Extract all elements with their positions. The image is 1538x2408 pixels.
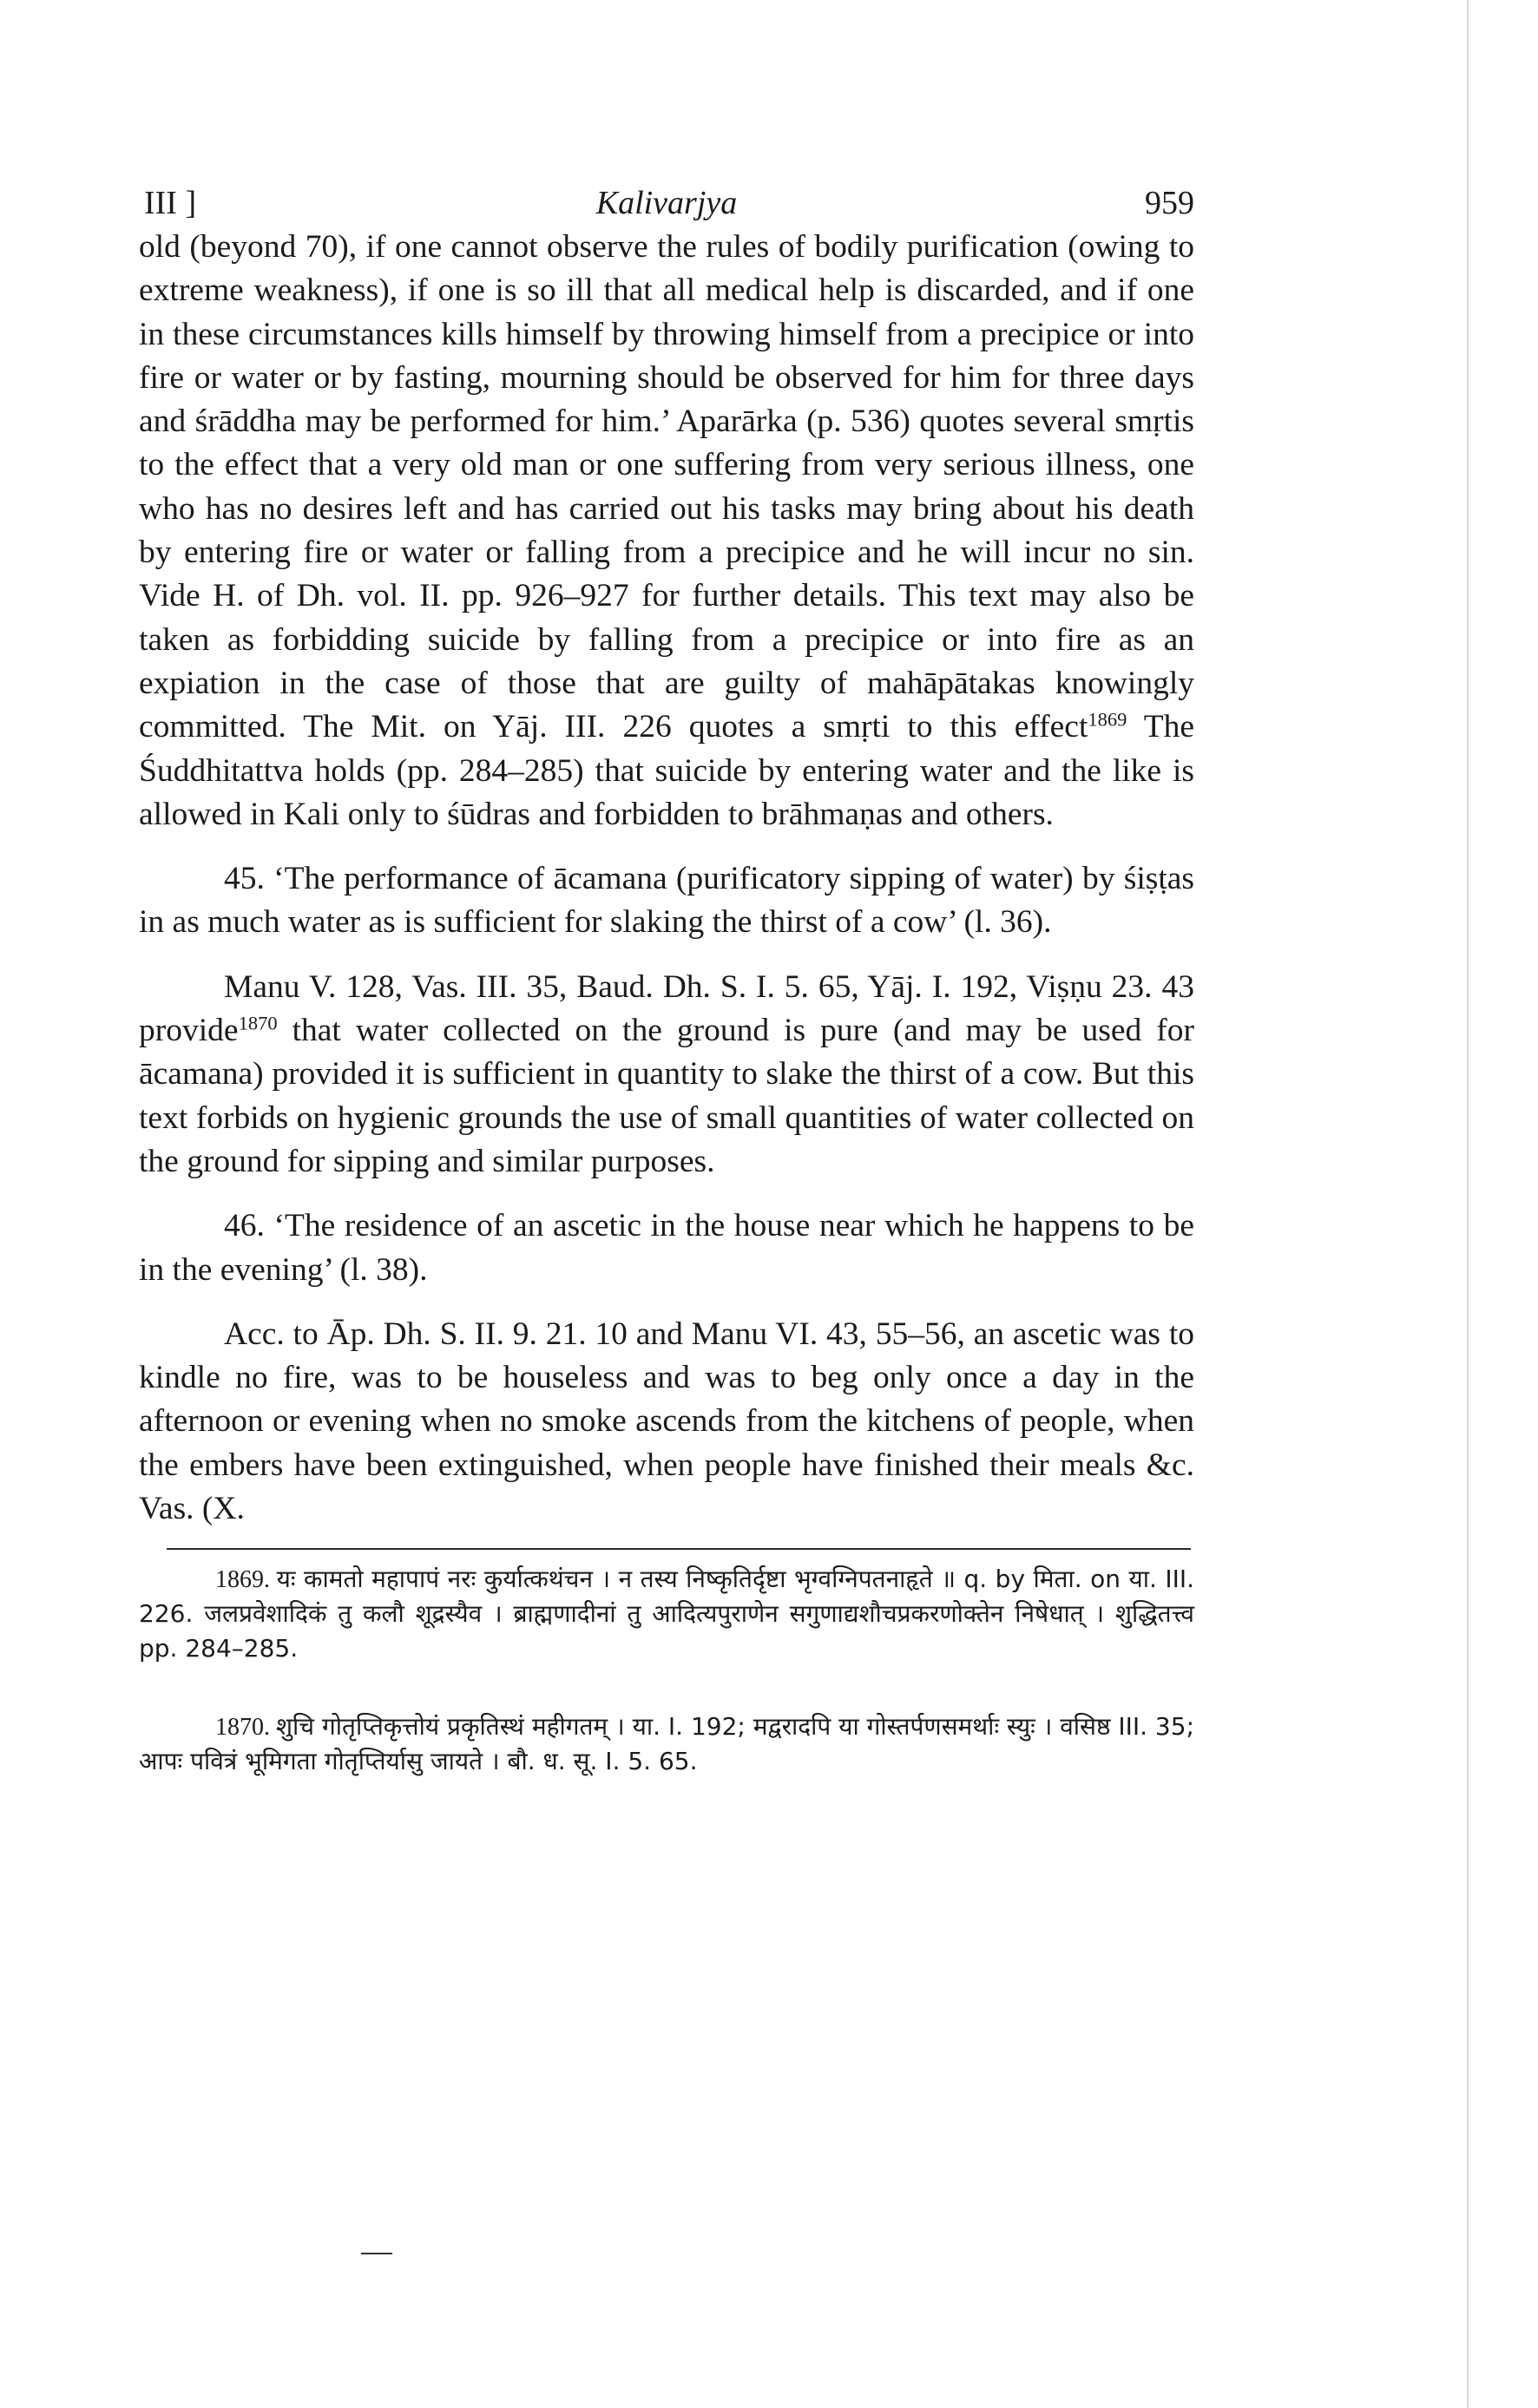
paragraph-suicide-discussion (139, 226, 1194, 837)
section-heading-45: 45. ‘The performance of ācamana (purificatory sipping of water) by śiṣṭas in as much water as is sufficient for slaking the thirst of a cow’ (l. 36). (139, 861, 1194, 941)
paragraph-text: that water collected on the ground is pure (and may be used for ācamana) provided it is sufficient in quantity to slake the thirst of a cow. But this text forbids on hygienic grounds the use of small quantities of water collected on the ground for sipping and similar purposes. (139, 1013, 1194, 1179)
footnote-number: 1870. (215, 1714, 270, 1741)
footnote-1870 (139, 1709, 1194, 1779)
paragraph-text: The Śuddhitattva holds (pp. 284–285) that suicide by entering water and the like is allowed in Kali only to śūdras and forbidden to brāhmaṇas and others. (139, 709, 1195, 832)
chapter-marker: III ] (144, 185, 197, 221)
paragraph-text: Manu V. 128, Vas. III. 35, Baud. Dh. S. I. 5. 65, Yāj. I. 192, Viṣṇu 23. 43 provide (139, 968, 1194, 1049)
paragraph-text: old (beyond 70), if one cannot observe the rules of bodily purification (owing to extreme weakness), if one is so ill that all medical help is discarded, and if one in these circumstances kills himself by throwing himself from a precipice or into fire or water or by fasting, mourning should be observed for him for three days and śrāddha may be performed for him.’ Aparārka (p. 536) quotes several smṛtis to the effect that a very old man or one suffering from very serious illness, one who has no desires left and has carried out his tasks may bring about his death by entering fire or water or falling from a precipice and he will incur no sin. Vide H. of Dh. vol. II. pp. 926–927 for further details. This text may also be taken as forbidding suicide by falling from a precipice or into fire as an expiation in the case of those that are guilty of mahāpātakas knowingly committed. The Mit. on Yāj. III. 226 quotes a smṛti to this effect (139, 229, 1194, 745)
page-foot-dash (361, 2253, 392, 2254)
footnote-divider (167, 1548, 1191, 1550)
footnote-text: शुचि गोतृप्तिकृत्तोयं प्रकृतिस्थं महीगतम् । या. I. 192; मद्वरादपि या गोस्तर्पणसमर्थाः स्युः । वसिष्ठ III. 35; आपः पवित्रं भूमिगता गोतृप्तिर्यासु जायते । बौ. ध. सू. I. 5. 65. (139, 1712, 1194, 1775)
footnote-1869 (139, 1562, 1194, 1666)
running-title: Kalivarjya (595, 185, 738, 221)
footnote-text: यः कामतो महापापं नरः कुर्यात्कथंचन । न तस्य निष्कृतिर्दृष्टा भृग्वग्निपतनाहृते ॥ q. by मिता. on या. III. 226. जलप्रवेशादिकं तु कलौ शूद्रस्यैव । ब्राह्मणादीनां तु आदित्यपुराणेन सगुणाद्यशौचप्रकरणोक्तेन निषेधात् । शुद्धितत्त्व pp. 284–285. (139, 1565, 1195, 1663)
footnote-ref-1869[interactable]: 1869 (1088, 708, 1127, 731)
footnote-number: 1869. (215, 1566, 270, 1593)
running-header (139, 174, 1194, 226)
page-number: 959 (1145, 185, 1194, 221)
page-body (139, 174, 1194, 1531)
footnote-ref-1870[interactable]: 1870 (238, 1012, 278, 1034)
paragraph-acamana (139, 966, 1194, 1184)
paragraph-ascetic: Acc. to Āp. Dh. S. II. 9. 21. 10 and Manu VI. 43, 55–56, an ascetic was to kindle no fire, was to be houseless and was to beg only once a day in the afternoon or evening when no smoke ascends from the kitchens of people, when the embers have been extinguished, when people have finished their meals &c. Vas. (X. (139, 1316, 1194, 1527)
scan-edge-line (1467, 0, 1469, 2408)
section-heading-46: 46. ‘The residence of an ascetic in the house near which he happens to be in the evening’ (l. 38). (139, 1208, 1194, 1288)
